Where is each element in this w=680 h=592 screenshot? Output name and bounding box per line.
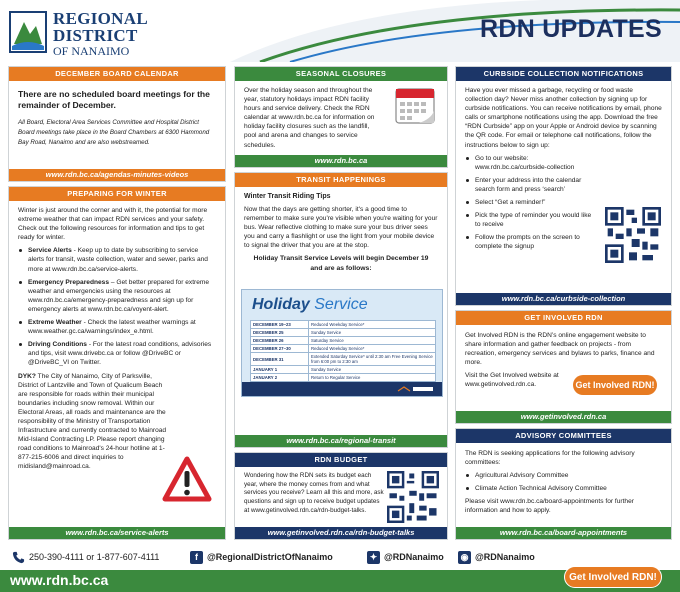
winter-dyk: DYK? The City of Nanaimo, City of Parksville, District of Lantzville and Town of Qualicum Beach are responsible for roads within their municipal boundaries including snow removal. Within our Electoral Areas, all roads and maintenance are the responsibility of the Ministry of Transportation Infrastructure and currently contracted to Mainroad Mid-Island Contracting LP. Please report changing road conditions to Mainroad's 24-hour hotline at 1-877-215-6006 and direct inquiries to midisland@mainroad.ca. — [18, 372, 167, 471]
board-calendar-section — [8, 66, 226, 182]
table-row: DECEMBER 31 Extended Saturday Service* until 2:30 am Free Evening Service from 6:00 pm to 2:30 am — [251, 353, 436, 366]
section-footer-link[interactable]: www.rdn.bc.ca/curbside-collection — [456, 293, 671, 305]
budget-qr-code[interactable] — [387, 471, 439, 523]
closures-body: Over the holiday season and throughout the year, statutory holidays impact RDN facility hours and service delivery. Check the RDN calendar at www.rdn.bc.ca for information on holiday facility closures such as the landfill, pool and arena and changes to service schedules. — [244, 87, 375, 149]
list-item: Go to our website: www.rdn.bc.ca/curbside-collection — [465, 154, 596, 172]
section-footer-link[interactable]: www.getinvolved.rdn.ca/rdn-budget-talks — [235, 527, 447, 539]
list-item: Climate Action Technical Advisory Committee — [465, 484, 662, 493]
page-title: RDN UPDATES — [479, 15, 662, 43]
list-item: Driving Conditions - For the latest road conditions, advisories and tips, visit www.drivebc.ca or follow @DriveBC or @DriveBC_VI on Twitter. — [18, 340, 216, 367]
rdn-logo[interactable] — [8, 8, 198, 58]
phone-number: 250-390-4111 or 1-877-607-4111 — [29, 552, 160, 562]
list-item: Extreme Weather - Check the latest weather warnings at www.weather.gc.ca/warnings/index_e.html. — [18, 318, 216, 336]
section-heading: TRANSIT HAPPENINGS — [235, 173, 447, 187]
section-heading: DECEMBER BOARD CALENDAR — [9, 67, 225, 81]
logo-line-2: DISTRICT — [53, 26, 138, 45]
curbside-qr-code[interactable] — [605, 207, 661, 263]
table-row: DECEMBER 26 Saturday Service — [251, 337, 436, 345]
get-involved-section — [455, 310, 672, 424]
list-item: Enter your address into the calendar search form and press ‘search’ — [465, 176, 596, 194]
logo-line-1: REGIONAL — [53, 9, 148, 28]
section-footer-link[interactable]: www.rdn.bc.ca/service-alerts — [9, 527, 225, 539]
transit-subhead: Winter Transit Riding Tips — [244, 193, 331, 200]
twitter-handle: @RDNanaimo — [384, 552, 444, 562]
list-item: Agricultural Advisory Committee — [465, 471, 662, 480]
list-item: Follow the prompts on the screen to complete the signup — [465, 233, 596, 251]
rdn-logo-mark-icon — [8, 10, 48, 54]
twitter-link[interactable] — [367, 549, 444, 565]
footer-url[interactable]: www.rdn.bc.ca — [10, 572, 109, 588]
facebook-link[interactable] — [190, 549, 333, 565]
section-footer-link[interactable]: www.rdn.bc.ca/regional-transit — [235, 435, 447, 447]
holiday-service-schedule — [241, 289, 443, 397]
twitter-icon: ✦ — [367, 551, 380, 564]
warning-icon — [162, 456, 212, 502]
facebook-icon: f — [190, 551, 203, 564]
qr-code-icon — [605, 207, 661, 263]
winter-intro: Winter is just around the corner and with it, the potential for more extreme weather that can impact RDN services and your safety. Check out the following resources for information and tips to get ready for winter. — [18, 207, 208, 242]
advisory-list — [465, 471, 662, 493]
curbside-section — [455, 66, 672, 306]
facebook-handle: @RegionalDistrictOfNanaimo — [207, 552, 333, 562]
section-heading: RDN BUDGET — [235, 453, 447, 467]
bc-transit-logo — [242, 382, 442, 396]
table-row: DECEMBER 19–23 Reduced Weekday Service* — [251, 321, 436, 329]
instagram-handle: @RDNanaimo — [475, 552, 535, 562]
footer-bar — [0, 570, 680, 592]
get-involved-button[interactable]: Get Involved RDN! — [573, 375, 657, 395]
list-item: Service Alerts - Keep up to date by subscribing to service alerts for transit, waste collection, water and sewer, parks and more at www.rdn.bc.ca/service-alerts. — [18, 246, 216, 273]
table-row: JANUARY 2 Return to Regular Service — [251, 374, 436, 382]
list-item: Emergency Preparedness – Get better prepared for extreme weather and emergencies using the resources at www.rdn.bc.ca/emergency-preparedness and sign up for emergency alerts at www.rdn.bc.ca/voyent-alert. — [18, 278, 216, 314]
section-heading: SEASONAL CLOSURES — [235, 67, 447, 81]
curbside-intro: Have you ever missed a garbage, recycling or food waste collection day? Never miss another collection by signing up for curbside notifications. You can receive notifications by email, phone calls or smartphone notifications using the app. Download the free “RDN Curbside” app on your Apple or Android device by scanning the QR code. For email or telephone call notifications, follow the instructions below to sign up: — [465, 87, 662, 149]
phone-icon — [12, 551, 25, 564]
bc-transit-icon — [396, 385, 436, 393]
advisory-closing: Please visit www.rdn.bc.ca/board-appointments for further information and how to apply. — [465, 498, 634, 515]
holiday-service-title: Holiday Service — [252, 296, 368, 313]
transit-section — [234, 172, 448, 448]
budget-body: Wondering how the RDN sets its budget each year, where the money comes from and what services you receive? Learn all this and more, ask questions and sign up to receive budget updates at www.getinvolved.rdn.ca/rdn-budget-talks. — [244, 472, 384, 514]
get-involved-visit: Visit the Get Involved website at www.getinvolved.rdn.ca. — [465, 372, 559, 389]
advisory-section — [455, 428, 672, 540]
get-involved-body: Get Involved RDN is the RDN’s online engagement website to share information and gather feedback on projects - from recreation, emergency services and bylaws to parks, finance and more. — [465, 332, 655, 367]
contact-bar — [0, 546, 680, 568]
table-row: JANUARY 1 Sunday Service — [251, 366, 436, 374]
advisory-body: The RDN is seeking applications for the following advisory committees: — [465, 450, 635, 467]
logo-line-3: OF NANAIMO — [53, 44, 130, 58]
list-item: Pick the type of reminder you would like to receive — [465, 211, 596, 229]
table-row: DECEMBER 27–30 Reduced Weekday Service* — [251, 345, 436, 353]
board-calendar-lead: There are no scheduled board meetings for the remainder of December. — [18, 89, 210, 110]
winter-list — [18, 246, 216, 367]
instagram-link[interactable] — [458, 549, 535, 565]
section-footer-link[interactable]: www.rdn.bc.ca — [235, 155, 447, 167]
section-heading: GET INVOLVED RDN — [456, 311, 671, 325]
instagram-icon: ◉ — [458, 551, 471, 564]
calendar-icon — [393, 83, 437, 127]
section-footer-link[interactable]: www.rdn.bc.ca/agendas-minutes-videos — [9, 169, 225, 181]
budget-section — [234, 452, 448, 540]
qr-code-icon — [387, 471, 439, 523]
phone-contact[interactable] — [12, 549, 159, 565]
transit-levels: Holiday Transit Service Levels will begin December 19 and are as follows: — [253, 255, 429, 272]
section-footer-link[interactable]: www.rdn.bc.ca/board-appointments — [456, 527, 671, 539]
board-calendar-body: All Board, Electoral Area Services Committee and Hospital District Board meetings take place in the Board Chambers at 6300 Hammond Bay Road, Nanaimo and are also webstreamed. — [18, 119, 210, 146]
section-footer-link[interactable]: www.getinvolved.rdn.ca — [456, 411, 671, 423]
section-heading: ADVISORY COMMITTEES — [456, 429, 671, 443]
seasonal-closures-section — [234, 66, 448, 168]
section-heading: CURBSIDE COLLECTION NOTIFICATIONS — [456, 67, 671, 81]
section-heading: PREPARING FOR WINTER — [9, 187, 225, 201]
header — [0, 0, 680, 62]
transit-body: Now that the days are getting shorter, it's a good time to remember to make sure you're visible when you're waiting for your bus. Wear reflective clothing to make sure your bus driver sees you and carry a flashlight or use the light from your mobile device to signal the driver that you are at the stop. — [244, 205, 438, 250]
holiday-schedule-table — [250, 320, 436, 382]
list-item: Select “Get a reminder!” — [465, 198, 596, 207]
footer-get-involved-button[interactable]: Get Involved RDN! — [564, 566, 662, 588]
table-row: DECEMBER 25 Sunday Service — [251, 329, 436, 337]
